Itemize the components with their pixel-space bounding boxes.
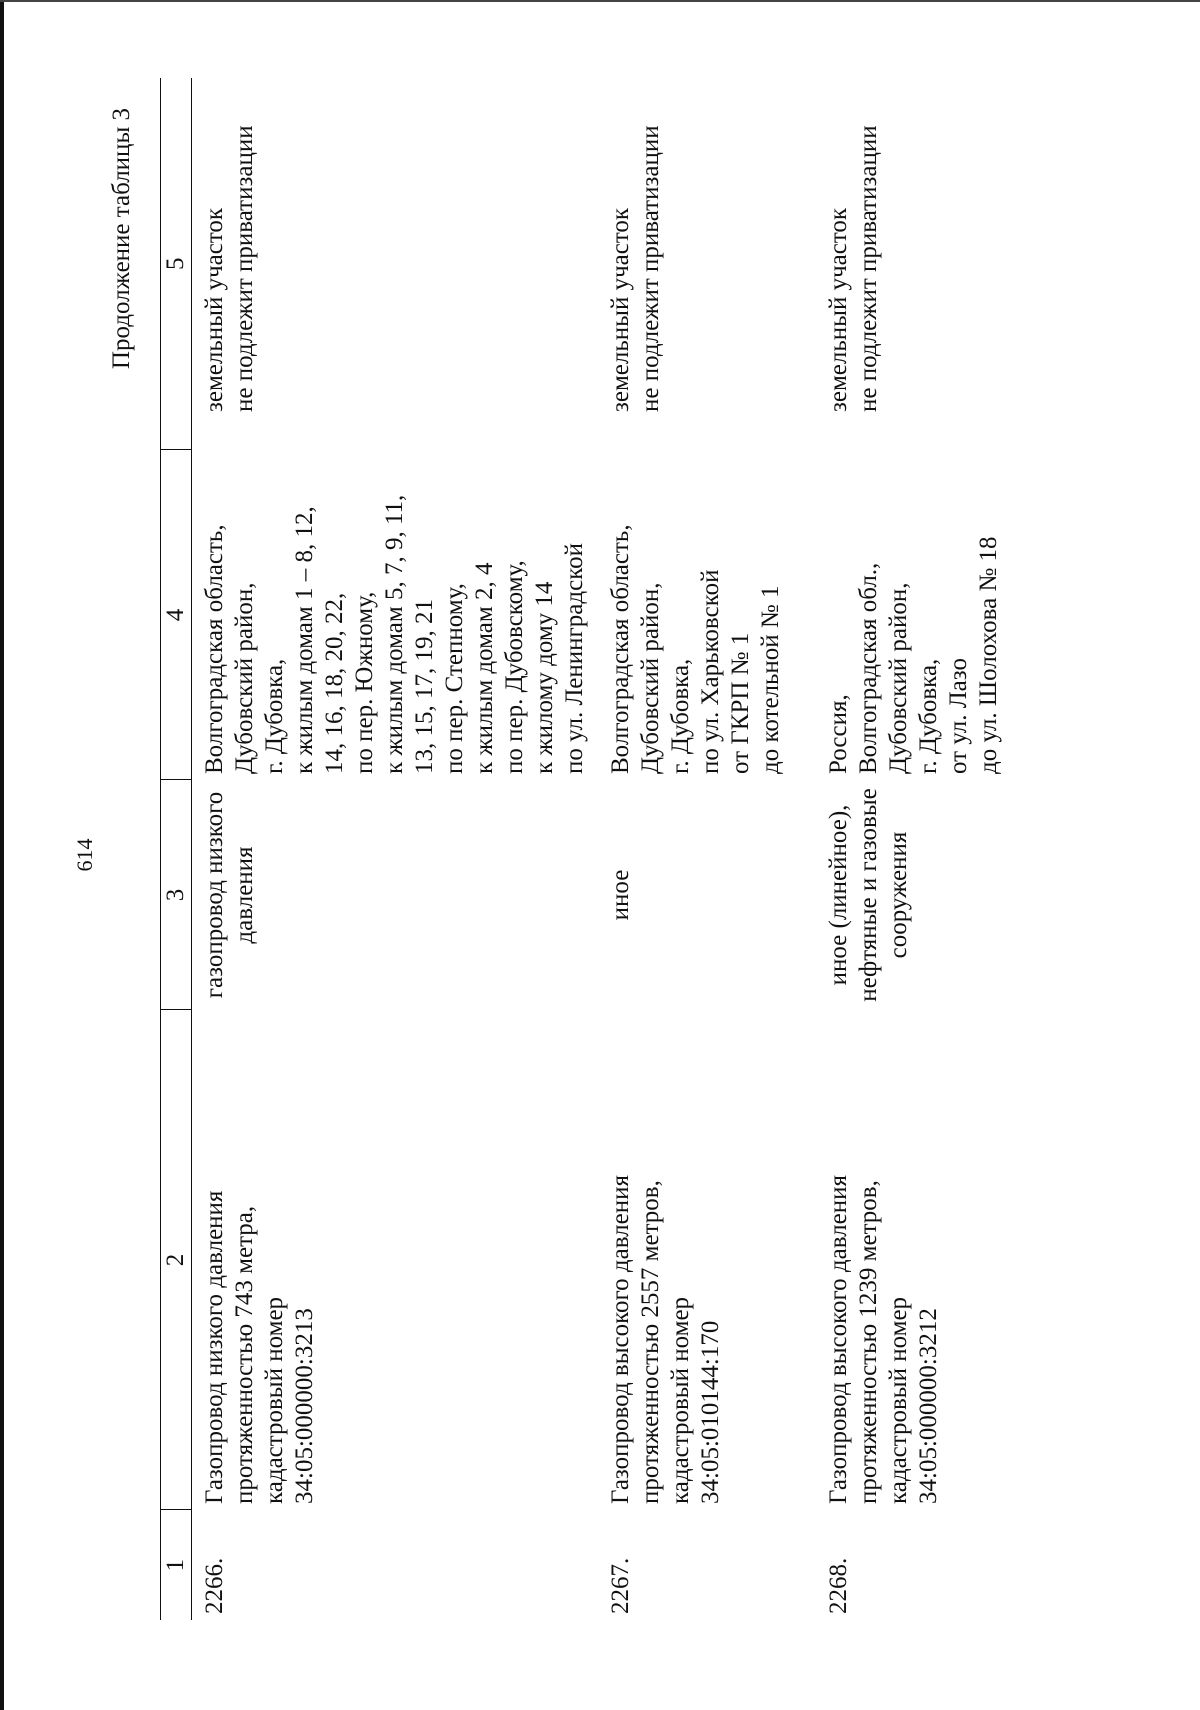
address-line: Дубовский район, bbox=[231, 582, 258, 774]
address-line: Волгоградская область, bbox=[607, 524, 634, 774]
note-line: земельный участок bbox=[201, 207, 228, 412]
address-line: Волгоградская обл., bbox=[855, 562, 882, 774]
object-name-line: 34:05:000000:3212 bbox=[915, 1308, 942, 1504]
object-name-line: протяженностью 1239 метров, bbox=[855, 1180, 882, 1504]
object-type-line: сооружения bbox=[885, 831, 912, 959]
object-name-line: кадастровый номер bbox=[261, 1296, 288, 1504]
address-line: к жилому дому 14 bbox=[531, 581, 558, 774]
object-name-cell bbox=[192, 1010, 599, 1510]
note-cell bbox=[816, 78, 1024, 450]
address-line: по пер. Южному, bbox=[351, 591, 378, 774]
object-name-line: кадастровый номер bbox=[885, 1296, 912, 1504]
address-line: до ул. Шолохова № 18 bbox=[975, 536, 1002, 774]
note-line: не подлежит приватизации bbox=[855, 125, 882, 412]
address-line: Дубовский район, bbox=[885, 582, 912, 774]
address-line: Волгоградская область, bbox=[201, 524, 228, 774]
registry-table bbox=[160, 78, 1024, 1620]
address-line: по ул. Ленинградской bbox=[561, 543, 588, 774]
note-cell bbox=[598, 78, 816, 450]
table-caption: Продолжение таблицы 3 bbox=[108, 108, 135, 370]
address-line: г. Дубовка, bbox=[915, 658, 942, 774]
object-type-line: давления bbox=[231, 846, 258, 944]
table-row bbox=[192, 78, 599, 1620]
object-name-line: протяженностью 743 метра, bbox=[231, 1205, 258, 1504]
object-type-cell bbox=[598, 780, 816, 1010]
object-type-line: иное bbox=[607, 869, 634, 921]
address-cell bbox=[598, 450, 816, 780]
table-row bbox=[816, 78, 1024, 1620]
column-header-3: 3 bbox=[161, 780, 192, 1010]
object-name-line: Газопровод высокого давления bbox=[825, 1175, 852, 1504]
address-line: Россия, bbox=[825, 694, 852, 774]
table-header-row bbox=[161, 78, 192, 1620]
row-number: 2268. bbox=[825, 1557, 852, 1614]
address-line: по пер. Дубовскому, bbox=[501, 560, 528, 774]
address-line: г. Дубовка, bbox=[667, 658, 694, 774]
object-type-line: иное (линейное), bbox=[825, 804, 852, 986]
object-type-line: нефтяные и газовые bbox=[855, 788, 882, 1002]
address-cell bbox=[192, 450, 599, 780]
object-name-cell bbox=[598, 1010, 816, 1510]
note-line: не подлежит приватизации bbox=[637, 125, 664, 412]
address-line: г. Дубовка, bbox=[261, 658, 288, 774]
page-number: 614 bbox=[72, 838, 97, 872]
address-line: от ГКРП № 1 bbox=[727, 632, 754, 774]
column-header-5: 5 bbox=[161, 78, 192, 450]
address-line: от ул. Лазо bbox=[945, 657, 972, 774]
object-name-line: Газопровод высокого давления bbox=[607, 1175, 634, 1504]
row-number: 2267. bbox=[607, 1557, 634, 1614]
address-line: по пер. Степному, bbox=[441, 583, 468, 774]
object-name-line: Газопровод низкого давления bbox=[201, 1190, 228, 1504]
address-line: по ул. Харьковской bbox=[697, 569, 724, 774]
column-header-4: 4 bbox=[161, 450, 192, 780]
object-type-cell bbox=[192, 780, 599, 1010]
object-name-line: протяженностью 2557 метров, bbox=[637, 1180, 664, 1504]
note-line: не подлежит приватизации bbox=[231, 125, 258, 412]
address-line: к жилым домам 1 – 8, 12, bbox=[291, 506, 318, 774]
note-line: земельный участок bbox=[607, 207, 634, 412]
address-line: 14, 16, 18, 20, 22, bbox=[321, 592, 348, 774]
row-number: 2266. bbox=[201, 1557, 228, 1614]
column-header-1: 1 bbox=[161, 1510, 192, 1620]
address-line: 13, 15, 17, 19, 21 bbox=[411, 599, 438, 774]
address-line: Дубовский район, bbox=[637, 582, 664, 774]
address-line: к жилым домам 5, 7, 9, 11, bbox=[381, 494, 408, 774]
note-cell bbox=[192, 78, 599, 450]
object-type-line: газопровод низкого bbox=[201, 791, 228, 999]
address-cell bbox=[816, 450, 1024, 780]
column-header-2: 2 bbox=[161, 1010, 192, 1510]
object-name-line: 34:05:000000:3213 bbox=[291, 1308, 318, 1504]
address-line: к жилым домам 2, 4 bbox=[471, 562, 498, 774]
object-type-cell bbox=[816, 780, 1024, 1010]
object-name-line: кадастровый номер bbox=[667, 1296, 694, 1504]
object-name-line: 34:05:010144:170 bbox=[697, 1320, 724, 1504]
table-row bbox=[598, 78, 816, 1620]
object-name-cell bbox=[816, 1010, 1024, 1510]
note-line: земельный участок bbox=[825, 207, 852, 412]
address-line: до котельной № 1 bbox=[757, 585, 784, 774]
